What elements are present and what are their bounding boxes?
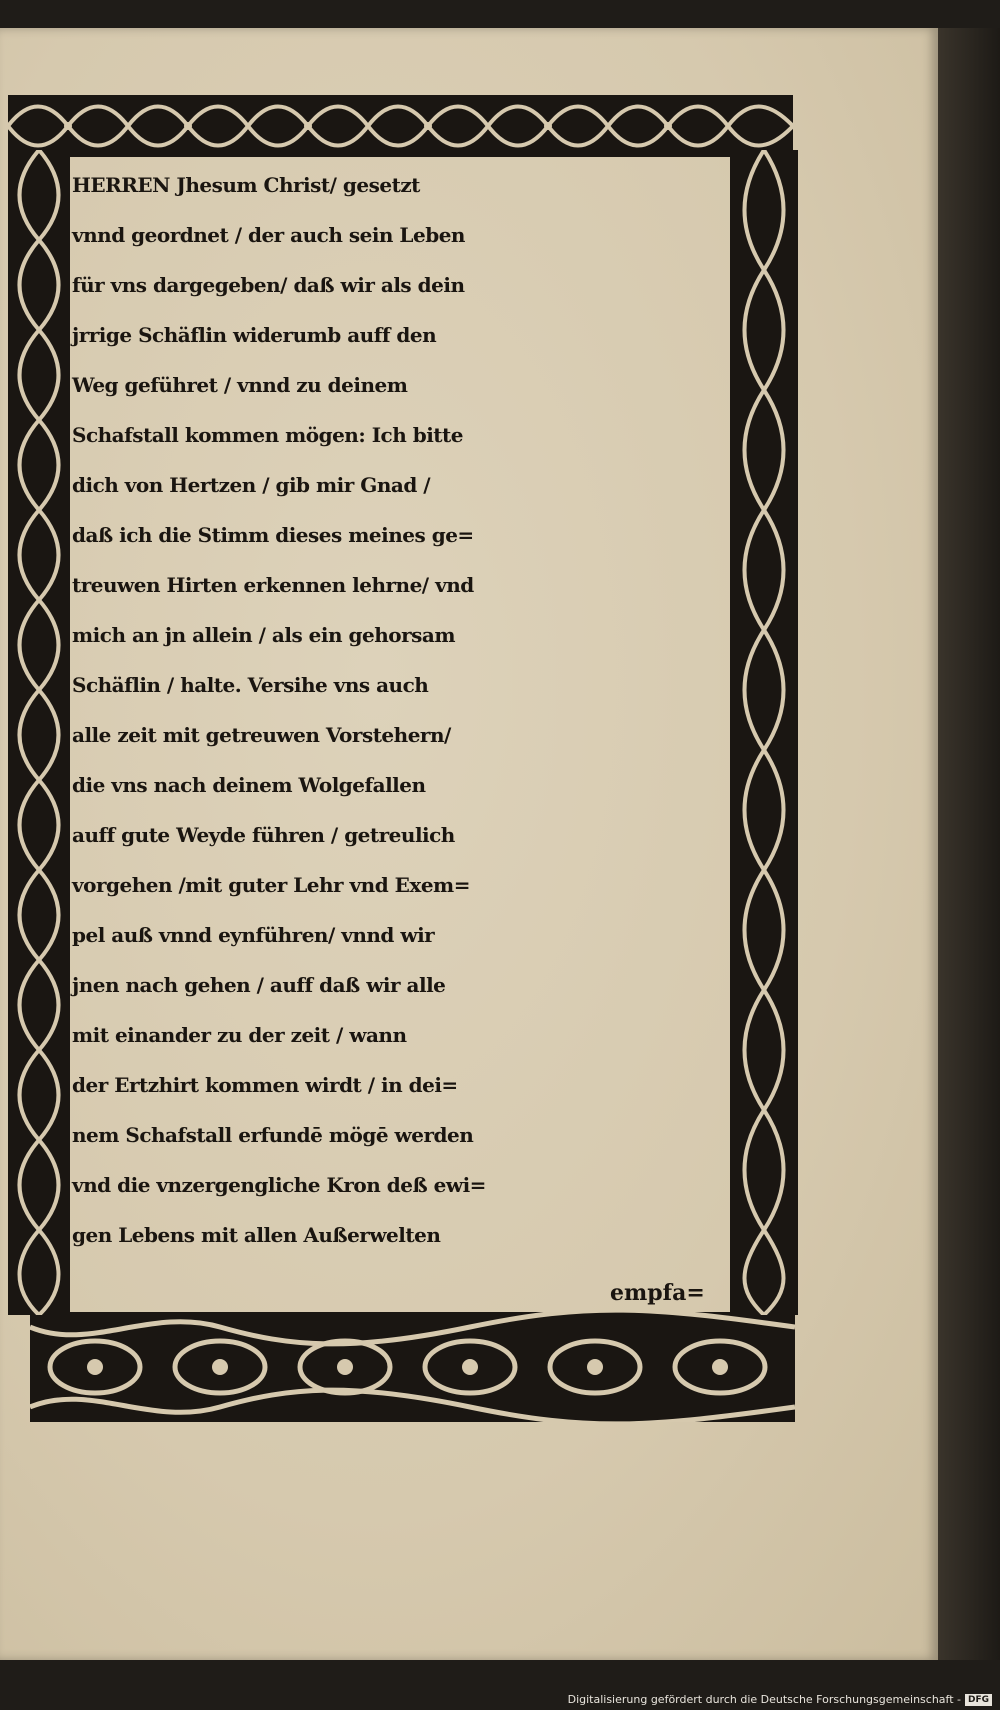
credit-text: Digitalisierung gefördert durch die Deutsche Forschungsgemeinschaft - (567, 1693, 961, 1706)
text-line: jnen nach gehen / auff daß wir alle (72, 973, 446, 997)
text-line: nem Schafstall erfundē mögē werden (72, 1123, 474, 1147)
text-line: treuwen Hirten erkennen lehrne/ vnd (72, 573, 474, 597)
text-line: jrrige Schäflin widerumb auff den (72, 323, 437, 347)
text-line: gen Lebens mit allen Außerwelten (72, 1223, 441, 1247)
text-line: dich von Hertzen / gib mir Gnad / (72, 473, 431, 497)
text-line: die vns nach deinem Wolgefallen (72, 773, 426, 797)
text-line: HERREN Jhesum Christ/ gesetzt (72, 173, 420, 197)
text-line: der Ertzhirt kommen wirdt / in dei= (72, 1073, 458, 1097)
dfg-logo: DFG (965, 1694, 992, 1706)
text-line: Schäflin / halte. Versihe vns auch (72, 673, 429, 697)
ornament-border-bottom (30, 1312, 795, 1422)
text-line: alle zeit mit getreuwen Vorstehern/ (72, 723, 451, 747)
catchword: empfa= (610, 1280, 705, 1306)
digitization-credit (568, 1693, 992, 1706)
text-line: vnd die vnzergengliche Kron deß ewi= (72, 1173, 486, 1197)
text-line: Schafstall kommen mögen: Ich bitte (72, 423, 464, 447)
text-line: für vns dargegeben/ daß wir als dein (72, 273, 465, 297)
text-line: vorgehen /mit guter Lehr vnd Exem= (72, 873, 470, 897)
text-line: mich an jn allein / als ein gehorsam (72, 623, 456, 647)
page-edge (938, 28, 1000, 1660)
ornament-border-right (730, 150, 798, 1315)
text-line: Weg geführet / vnnd zu deinem (72, 373, 408, 397)
ornament-border-left (8, 150, 70, 1315)
body-text (72, 160, 728, 1310)
text-line: mit einander zu der zeit / wann (72, 1023, 407, 1047)
text-line: auff gute Weyde führen / getreulich (72, 823, 455, 847)
text-line: daß ich die Stimm dieses meines ge= (72, 523, 474, 547)
text-line: vnnd geordnet / der auch sein Leben (72, 223, 465, 247)
ornament-border-top (8, 95, 793, 157)
text-line: pel auß vnnd eynführen/ vnnd wir (72, 923, 435, 947)
